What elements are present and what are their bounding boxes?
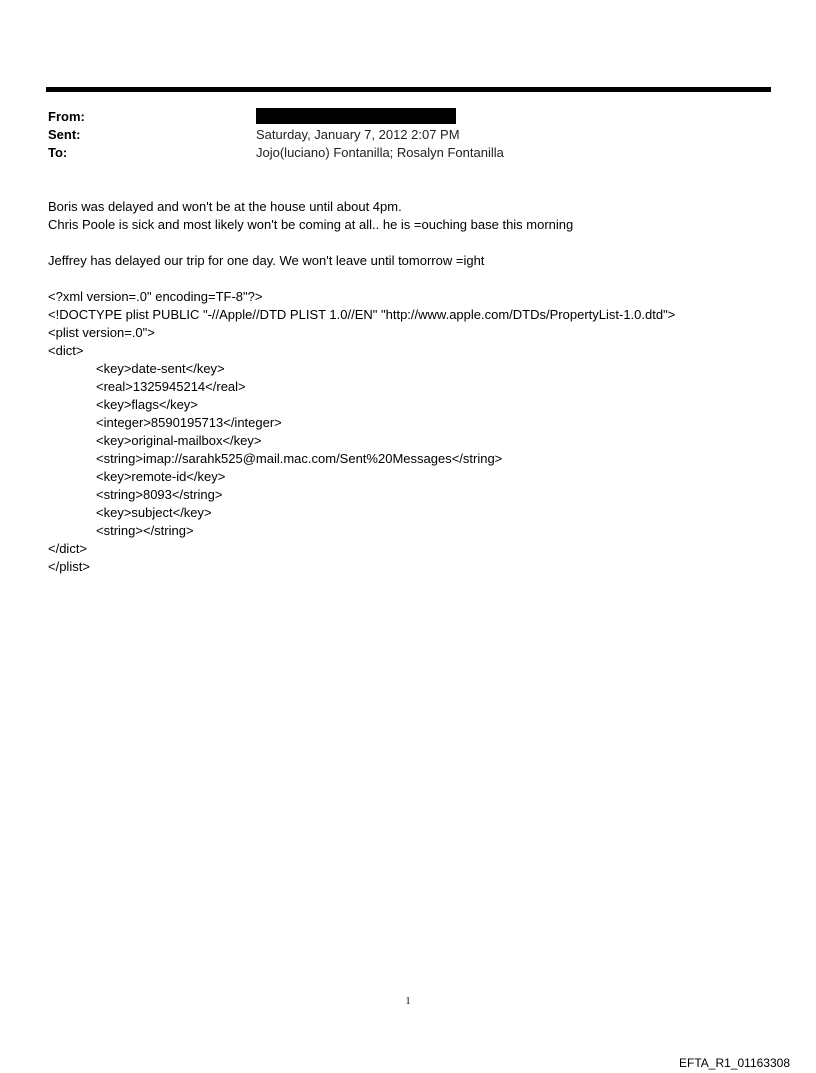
message-line: Jeffrey has delayed our trip for one day. We won't leave until tomorrow =ight (48, 253, 485, 268)
email-body (48, 198, 778, 576)
sent-row (48, 126, 768, 144)
redaction-box (256, 108, 456, 124)
plist-close-tag: </plist> (48, 559, 90, 574)
from-value (256, 108, 456, 126)
dict-open-tag: <dict> (48, 343, 84, 358)
email-header (48, 108, 768, 162)
plist-entry: <key>remote-id</key> (96, 469, 226, 484)
document-id: EFTA_R1_01163308 (679, 1056, 790, 1070)
plist-entry: <real>1325945214</real> (96, 379, 246, 394)
from-row (48, 108, 768, 126)
plist-doctype: <!DOCTYPE plist PUBLIC "-//Apple//DTD PLIST 1.0//EN" "http://www.apple.com/DTDs/PropertyList-1.0.dtd"> (48, 307, 676, 322)
dict-close-tag: </dict> (48, 541, 88, 556)
from-label: From: (48, 109, 85, 124)
to-row (48, 144, 768, 162)
sent-label: Sent: (48, 127, 81, 142)
plist-entry: <key>flags</key> (96, 397, 198, 412)
page-number: 1 (405, 996, 411, 1007)
to-value: Jojo(luciano) Fontanilla; Rosalyn Fontanilla (256, 145, 504, 160)
plist-entry: <string></string> (96, 523, 194, 538)
plist-entry: <key>original-mailbox</key> (96, 433, 262, 448)
sent-value: Saturday, January 7, 2012 2:07 PM (256, 127, 460, 142)
plist-entry: <key>date-sent</key> (96, 361, 225, 376)
plist-open-tag: <plist version=.0"> (48, 325, 155, 340)
message-line: Boris was delayed and won't be at the house until about 4pm. (48, 199, 402, 214)
plist-entry: <key>subject</key> (96, 505, 212, 520)
plist-xml-declaration: <?xml version=.0" encoding=TF-8"?> (48, 289, 263, 304)
plist-entry: <integer>8590195713</integer> (96, 415, 282, 430)
plist-entry: <string>8093</string> (96, 487, 223, 502)
plist-entry: <string>imap://sarahk525@mail.mac.com/Sent%20Messages</string> (96, 451, 503, 466)
message-line: Chris Poole is sick and most likely won't be coming at all.. he is =ouching base this morning (48, 217, 574, 232)
header-divider (46, 87, 771, 92)
to-label: To: (48, 145, 68, 160)
